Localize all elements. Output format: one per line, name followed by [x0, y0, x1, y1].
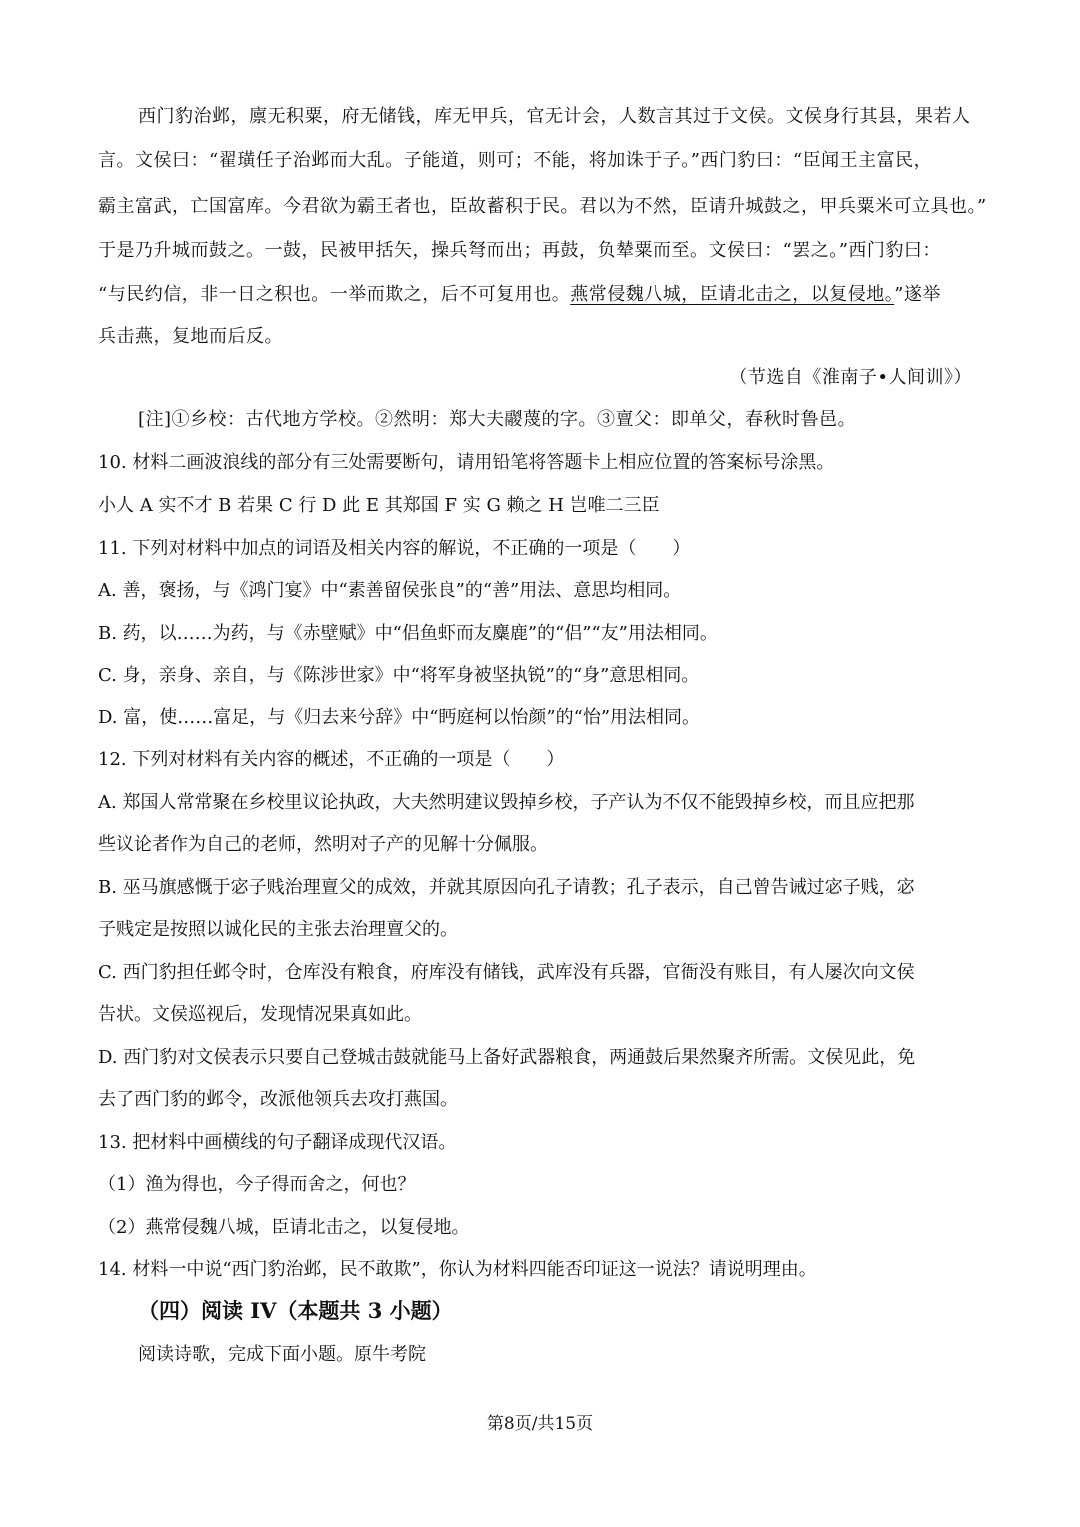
question-11-option-a: A. 善，褒扬，与《鸿门宴》中“素善留侯张良”的“善”用法、意思均相同。 — [98, 580, 682, 601]
question-11-option-b: B. 药，以……为药，与《赤壁赋》中“侣鱼虾而友麋鹿”的“侣”“友”用法相同。 — [98, 623, 718, 644]
question-12-option-d-line-2: 去了西门豹的邺令，改派他领兵去攻打燕国。 — [98, 1089, 458, 1110]
question-12-option-b-line-1: B. 巫马旗感慨于宓子贱治理亶父的成效，并就其原因向孔子请教；孔子表示，自己曾告诫过宓子贱，宓 — [98, 877, 915, 898]
question-14: 14. 材料一中说“西门豹治邺，民不敢欺”，你认为材料四能否印证这一说法？请说明理由。 — [98, 1259, 817, 1280]
question-13-item-1: （1）渔为得也，今子得而舍之，何也？ — [98, 1174, 416, 1195]
passage-line-2: 言。文侯曰：“翟璜任子治邺而大乱。子能道，则可；不能，将加诛于子。”西门豹曰：“臣闻王主富民， — [98, 150, 933, 171]
question-10: 10. 材料二画波浪线的部分有三处需要断句，请用铅笔将答题卡上相应位置的答案标号涂黑。 — [98, 452, 835, 473]
question-12-option-b-line-2: 子贱定是按照以诚化民的主张去治理亶父的。 — [98, 919, 458, 940]
question-13: 13. 把材料中画横线的句子翻译成现代汉语。 — [98, 1132, 457, 1153]
passage-line-5 — [98, 283, 988, 307]
question-11-option-c: C. 身，亲身、亲自，与《陈涉世家》中“将军身被坚执锐”的“身”意思相同。 — [98, 665, 700, 686]
passage-line-5-end: ”遂举 — [894, 284, 941, 305]
question-13-item-2: （2）燕常侵魏八城，臣请北击之，以复侵地。 — [98, 1217, 470, 1238]
page-number: 第8页/共15页 — [486, 1414, 594, 1434]
question-12: 12. 下列对材料有关内容的概述，不正确的一项是（ ） — [98, 749, 565, 770]
question-10-options: 小人 A 实不才 B 若果 C 行 D 此 E 其郑国 F 实 G 赖之 H 岂唯二三臣 — [98, 495, 660, 516]
question-12-option-a-line-2: 些议论者作为自己的老师，然明对子产的见解十分佩服。 — [98, 834, 548, 855]
source-citation: （节选自《淮南子•人间训》） — [729, 367, 972, 388]
passage-line-6: 兵击燕，复地而后反。 — [98, 326, 283, 347]
underlined-sentence: 燕常侵魏八城，臣请北击之，以复侵地。 — [570, 284, 895, 305]
question-11-option-d: D. 富，使……富足，与《归去来兮辞》中“眄庭柯以怡颜”的“怡”用法相同。 — [98, 707, 701, 728]
question-12-option-c-line-1: C. 西门豹担任邺令时，仓库没有粮食，府库没有储钱，武库没有兵器，官衙没有账目，有人屡次向文侯 — [98, 962, 915, 983]
section-4-title: （四）阅读 IV（本题共 3 小题） — [138, 1298, 453, 1323]
annotation-note: [注]①乡校：古代地方学校。②然明：郑大夫鬷蔑的字。③亶父：即单父，春秋时鲁邑。 — [138, 409, 857, 430]
passage-line-5-start: “与民约信，非一日之积也。一举而欺之，后不可复用也。 — [98, 284, 571, 305]
section-4-intro: 阅读诗歌，完成下面小题。原牛考院 — [138, 1344, 426, 1365]
question-12-option-a-line-1: A. 郑国人常常聚在乡校里议论执政，大夫然明建议毁掉乡校，子产认为不仅不能毁掉乡校，而且应把那 — [98, 792, 915, 813]
question-12-option-c-line-2: 告状。文侯巡视后，发现情况果真如此。 — [98, 1004, 422, 1025]
passage-line-1: 西门豹治邺，廪无积粟，府无储钱，库无甲兵，官无计会，人数言其过于文侯。文侯身行其县，果若人 — [138, 106, 971, 127]
question-12-option-d-line-1: D. 西门豹对文侯表示只要自己登城击鼓就能马上备好武器粮食，两通鼓后果然聚齐所需。文侯见此，免 — [98, 1047, 916, 1068]
question-11: 11. 下列对材料中加点的词语及相关内容的解说，不正确的一项是（ ） — [98, 538, 691, 559]
passage-line-4: 于是乃升城而鼓之。一鼓，民被甲括矢，操兵弩而出；再鼓，负辇粟而至。文侯曰：“罢之。”西门豹曰： — [98, 240, 941, 261]
passage-line-3: 霸主富武，亡国富库。今君欲为霸王者也，臣故蓄积于民。君以为不然，臣请升城鼓之，甲兵粟米可立具也。” — [98, 196, 987, 217]
